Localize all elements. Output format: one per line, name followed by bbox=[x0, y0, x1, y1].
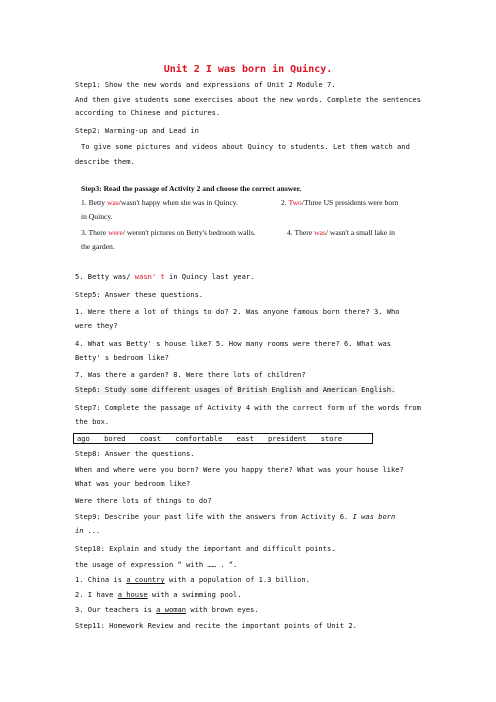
step6-text: Step6: Study some different usages of British English and American English. bbox=[75, 385, 396, 394]
step2-line3: describe them. bbox=[75, 157, 135, 166]
word-box-item: east bbox=[236, 434, 254, 443]
step3-item4: 4. There was/ wasn't a small lake in bbox=[287, 228, 395, 237]
example-2: 2. I have a house with a swimming pool. bbox=[75, 590, 242, 599]
item5: 5. Betty was/ wasn' t in Quincy last year. bbox=[75, 272, 255, 281]
question-4-6: 4. What was Betty' s house like? 5. How many rooms were there? 6. What was bbox=[75, 339, 392, 348]
step10-text: Step10: Explain and study the important and difficult points. bbox=[75, 544, 336, 553]
step3-item3: 3. There were/ weren't pictures on Betty's bedroom walls. bbox=[81, 228, 256, 237]
step7-line2: the box. bbox=[75, 417, 110, 426]
step7-text: Step7: Complete the passage of Activity 4 with the correct form of the words from bbox=[75, 403, 421, 412]
answer-questions-1: When and where were you born? Were you happy there? What was your house like? bbox=[75, 465, 404, 474]
word-box-item: store bbox=[320, 434, 343, 443]
step3-item4-cont: the garden. bbox=[81, 242, 115, 251]
answer-questions-2: What was your bedroom like? bbox=[75, 479, 191, 488]
step1-line2: And then give students some exercises about the new words. Complete the sentences bbox=[75, 95, 421, 104]
step3-item2: 2. Two/Three US presidents were born bbox=[281, 198, 399, 207]
usage-expression: the usage of expression “ with …… . “. bbox=[75, 560, 238, 569]
step9-text: Step9: Describe your past life with the answers from Activity 6. I was born bbox=[75, 512, 396, 521]
example-3: 3. Our teachers is a woman with brown eyes. bbox=[75, 605, 259, 614]
word-box-item: bored bbox=[104, 434, 126, 443]
step1-line3: according to Chinese and pictures. bbox=[75, 108, 221, 117]
question-7-8: 7. Was there a garden? 8. Were there lots of children? bbox=[75, 370, 306, 379]
word-box-item: coast bbox=[139, 434, 162, 443]
word-box-item: comfortable bbox=[175, 434, 223, 443]
question-3-cont: were they? bbox=[75, 321, 118, 330]
example-1: 1. China is a country with a population of 1.3 billion. bbox=[75, 575, 310, 584]
step1-text: Step1: Show the new words and expressions of Unit 2 Module 7. bbox=[75, 80, 336, 89]
step3-heading: Step3: Read the passage of Activity 2 and choose the correct answer. bbox=[81, 184, 302, 193]
step3-item2-cont: in Quincy. bbox=[81, 212, 113, 221]
step3-item1: 1. Betty was/wasn't happy when she was in Quincy. bbox=[81, 198, 238, 207]
word-box bbox=[73, 433, 373, 444]
step9-cont: in ... bbox=[75, 526, 101, 535]
step11-text: Step11: Homework Review and recite the important points of Unit 2. bbox=[75, 621, 357, 630]
step8-text: Step8: Answer the questions. bbox=[75, 449, 195, 458]
question-6-cont: Betty' s bedroom like? bbox=[75, 353, 169, 362]
question-1-3: 1. Were there a lot of things to do? 2. Was anyone famous born there? 3. Who bbox=[75, 307, 400, 316]
step2-text: Step2: Warming-up and Lead in bbox=[75, 126, 199, 135]
page-title: Unit 2 I was born in Quincy. bbox=[163, 64, 333, 75]
step2-line2: To give some pictures and videos about Quincy to students. Let them watch and bbox=[81, 142, 410, 151]
step5-text: Step5: Answer these questions. bbox=[75, 290, 204, 299]
word-box-item: ago bbox=[77, 434, 90, 443]
answer-questions-3: Were there lots of things to do? bbox=[75, 496, 212, 505]
word-box-item: president bbox=[268, 434, 307, 443]
